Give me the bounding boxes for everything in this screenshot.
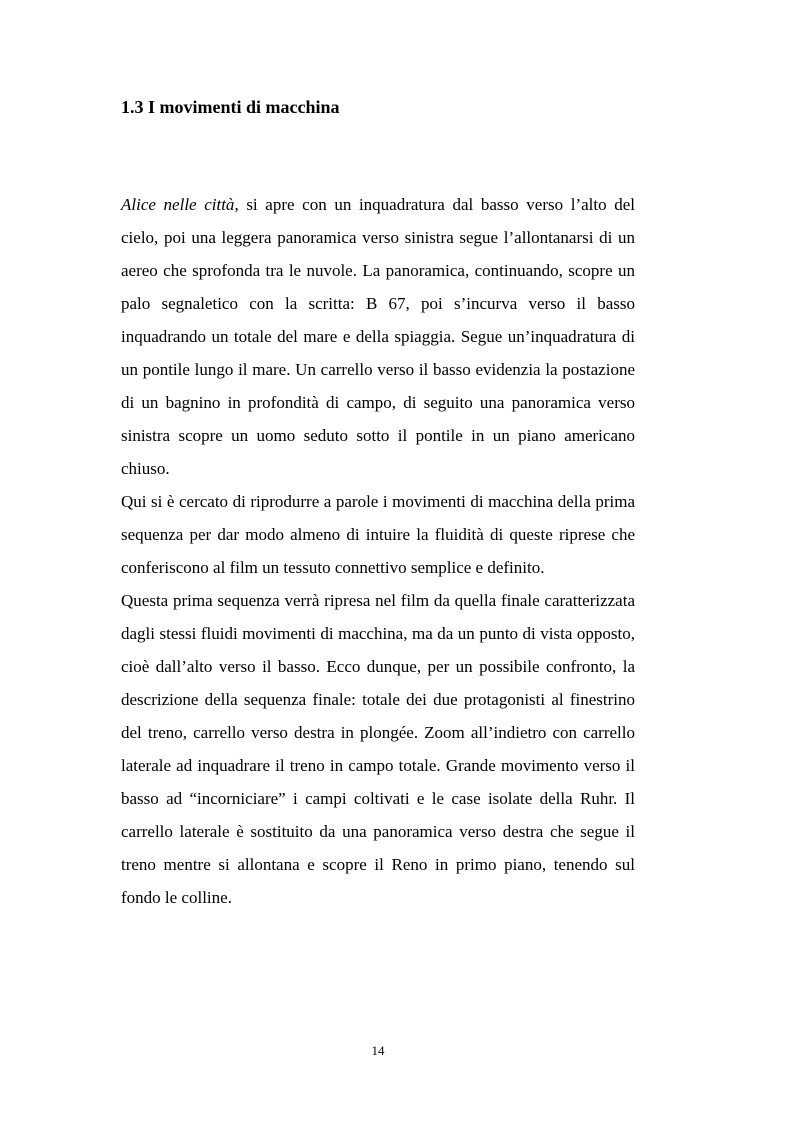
paragraph-1 xyxy=(121,188,635,485)
paragraph-1-text: , si apre con un inquadratura dal basso verso l’alto del cielo, poi una leggera panoramica verso sinistra segue l’allontanarsi di un aereo che sprofonda tra le nuvole. La panoramica, continuando, scopre un palo segnaletico con la scritta: B 67, poi s’incurva verso il basso inquadrando un totale del mare e della spiaggia. Segue un’inquadratura di un pontile lungo il mare. Un carrello verso il basso evidenzia la postazione di un bagnino in profondità di campo, di seguito una panoramica verso sinistra scopre un uomo seduto sotto il pontile in un piano americano chiuso. xyxy=(121,195,635,478)
page-number: 14 xyxy=(371,1043,385,1058)
body-text xyxy=(121,188,635,914)
film-title: Alice nelle città xyxy=(121,195,235,214)
paragraph-2: Qui si è cercato di riprodurre a parole i movimenti di macchina della prima sequenza per dar modo almeno di intuire la fluidità di queste riprese che conferiscono al film un tessuto connettivo semplice e definito. xyxy=(121,492,635,577)
section-heading: 1.3 I movimenti di macchina xyxy=(121,97,340,117)
paragraph-3: Questa prima sequenza verrà ripresa nel film da quella finale caratterizzata dagli stessi fluidi movimenti di macchina, ma da un punto di vista opposto, cioè dall’alto verso il basso. Ecco dunque, per un possibile confronto, la descrizione della sequenza finale: totale dei due protagonisti al finestrino del treno, carrello verso destra in plongée. Zoom all’indietro con carrello laterale ad inquadrare il treno in campo totale. Grande movimento verso il basso ad “incorniciare” i campi coltivati e le case isolate della Ruhr. Il carrello laterale è sostituito da una panoramica verso destra che segue il treno mentre si allontana e scopre il Reno in primo piano, tenendo sul fondo le colline. xyxy=(121,591,635,907)
